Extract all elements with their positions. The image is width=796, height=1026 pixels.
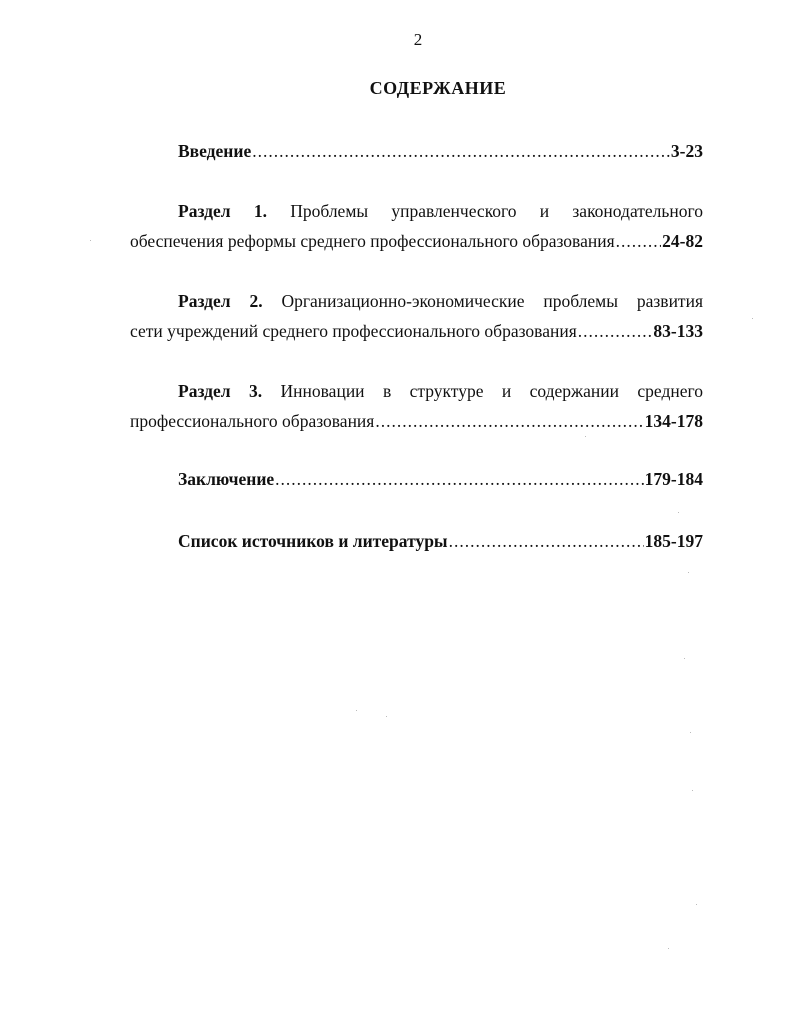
scan-speck — [752, 318, 753, 319]
toc-section3-line2 — [130, 406, 703, 436]
toc-section2-label: Раздел 2. — [178, 291, 263, 311]
toc-sources-pages: 185-197 — [644, 531, 703, 551]
toc-item-intro — [130, 136, 703, 166]
toc-section3-title-start: Инновации в структуре и содержании среднего — [280, 381, 703, 401]
toc-leader — [578, 316, 653, 346]
toc-item-section3 — [130, 376, 703, 436]
scan-speck — [696, 904, 697, 905]
toc-leader — [616, 226, 662, 256]
toc-section3-label: Раздел 3. — [178, 381, 263, 401]
toc-intro-pages: 3-23 — [670, 141, 703, 161]
toc-section2-title-start: Организационно-экономические проблемы развития — [281, 291, 703, 311]
toc-section2-pages: 83-133 — [653, 321, 703, 341]
toc-section2-title-end: сети учреждений среднего профессионального образования — [130, 321, 577, 341]
toc-section2-line1 — [130, 286, 703, 316]
toc-section1-line2 — [130, 226, 703, 256]
toc-section3-title-end: профессионального образования — [130, 411, 375, 431]
scan-speck — [668, 948, 669, 949]
scan-speck — [356, 710, 357, 711]
toc-sources-label: Список источников и литературы — [178, 531, 448, 551]
scan-speck — [690, 732, 691, 733]
scan-speck — [678, 512, 679, 513]
toc-leader — [375, 406, 643, 436]
scan-speck — [692, 790, 693, 791]
page-title: СОДЕРЖАНИЕ — [369, 78, 507, 98]
toc-intro-label: Введение — [178, 141, 252, 161]
toc-section2-line2 — [130, 316, 703, 346]
toc-section1-title-start: Проблемы управленческого и законодательного — [290, 201, 704, 221]
scan-speck — [90, 240, 91, 241]
toc-item-conclusion — [130, 464, 703, 494]
scan-speck — [688, 572, 689, 573]
toc-section3-pages: 134-178 — [644, 411, 703, 431]
scan-speck — [386, 716, 387, 717]
page-number: 2 — [413, 30, 423, 49]
toc-section1-line1 — [130, 196, 703, 226]
toc-leader — [275, 464, 644, 494]
toc-conclusion-label: Заключение — [178, 469, 275, 489]
toc-item-section2 — [130, 286, 703, 346]
toc-conclusion-pages: 179-184 — [644, 469, 703, 489]
toc-section1-pages: 24-82 — [662, 231, 703, 251]
scan-speck — [585, 436, 586, 437]
toc-section3-line1 — [130, 376, 703, 406]
toc-item-section1 — [130, 196, 703, 256]
toc-leader — [252, 136, 670, 166]
toc-leader — [449, 526, 644, 556]
toc-section1-title-end: обеспечения реформы среднего профессионального образования — [130, 231, 615, 251]
scan-speck — [684, 658, 685, 659]
toc-section1-label: Раздел 1. — [178, 201, 267, 221]
toc-item-sources — [130, 526, 703, 556]
